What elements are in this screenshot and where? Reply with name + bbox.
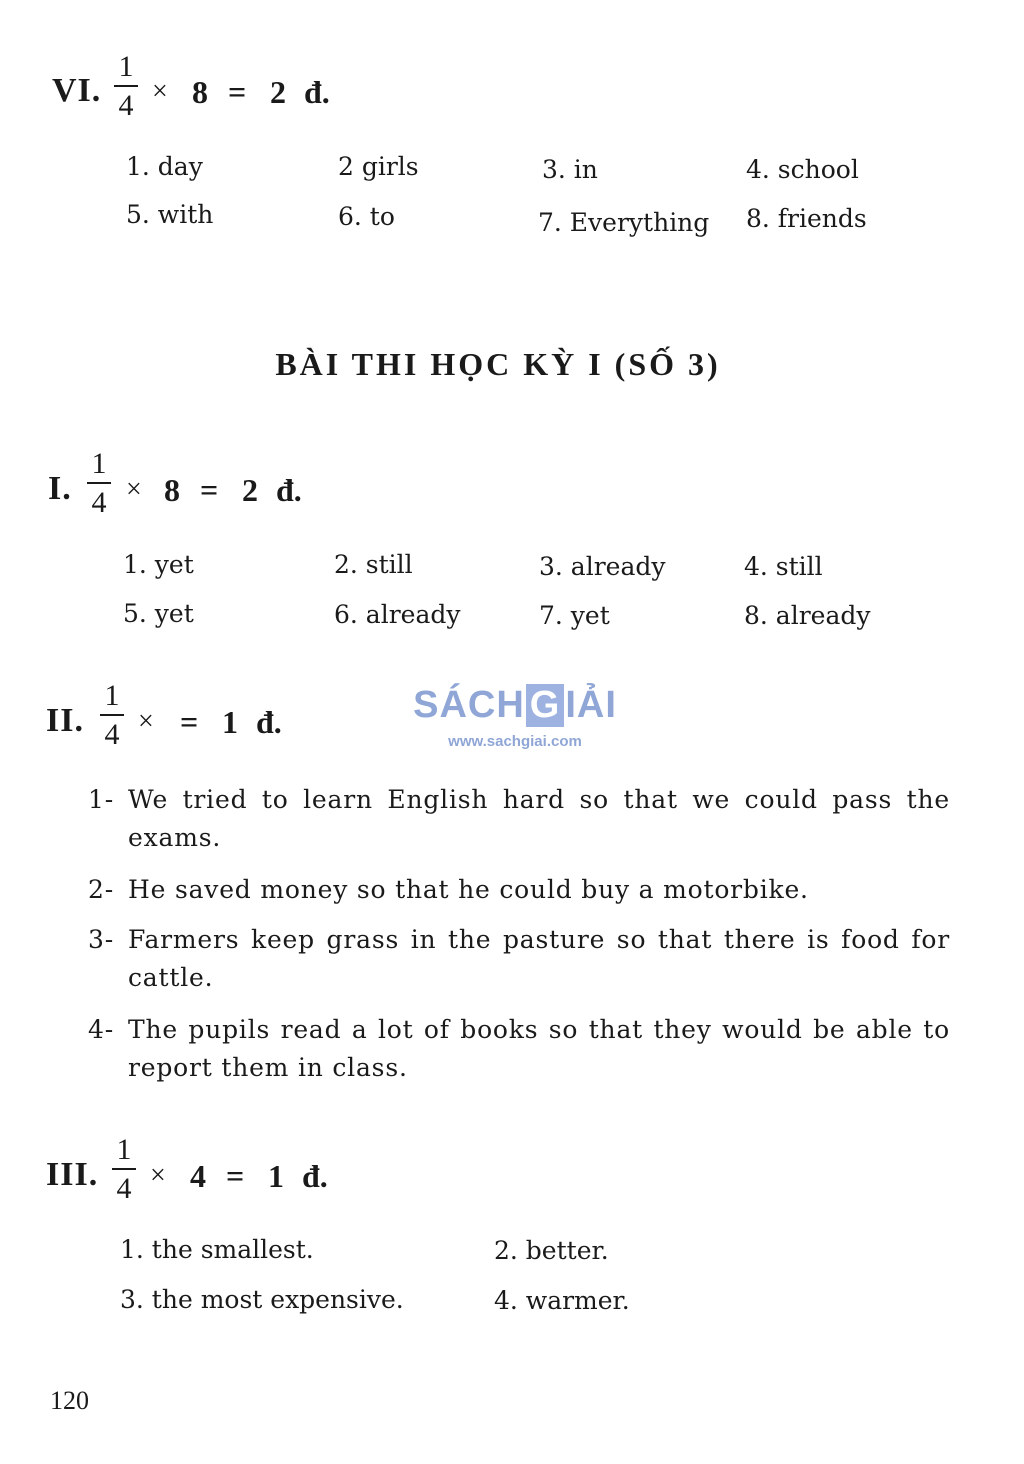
answer-item: 2. better. <box>494 1236 609 1265</box>
fraction-numerator: 1 <box>104 679 120 712</box>
exam-title: BÀI THI HỌC KỲ I (SỐ 3) <box>275 346 721 382</box>
watermark-text: IẢI <box>565 684 617 726</box>
section-iii-fraction <box>112 1135 136 1204</box>
watermark-g-box: G <box>526 684 565 727</box>
section-ii-label: II. <box>46 702 84 739</box>
sentence-number: 2- <box>88 875 114 904</box>
fraction-denominator: 4 <box>91 486 107 519</box>
score-unit: đ. <box>256 704 282 740</box>
answer-item: 3. in <box>542 155 598 184</box>
answer-item: 3. already <box>539 552 666 581</box>
fraction-denominator: 4 <box>116 1172 132 1205</box>
answer-item: 2 girls <box>338 152 419 181</box>
section-vi-label: VI. <box>52 72 102 109</box>
fraction-denominator: 4 <box>104 718 120 751</box>
answer-item: 1. the smallest. <box>120 1235 314 1264</box>
times-sign: × <box>150 1160 166 1191</box>
times-sign: × <box>152 76 168 107</box>
score: 1 <box>222 704 238 740</box>
answer-item: 8. friends <box>746 204 867 233</box>
multiplier: 8 <box>164 472 180 508</box>
answer-item: 6. to <box>338 202 395 231</box>
answer-item: 3. the most expensive. <box>120 1285 404 1314</box>
watermark-url: www.sachgiai.com <box>448 733 582 750</box>
sentence-item <box>88 1011 950 1087</box>
answer-item: 7. Everything <box>538 208 710 237</box>
section-iii-label: III. <box>46 1156 99 1193</box>
score: 1 <box>268 1158 284 1194</box>
multiplier: 4 <box>190 1158 206 1194</box>
fraction-numerator: 1 <box>118 50 134 83</box>
page-number: 120 <box>50 1386 89 1415</box>
answer-item: 5. yet <box>123 599 194 628</box>
watermark-logo <box>410 684 620 750</box>
section-i-fraction <box>87 449 111 518</box>
watermark-text: SÁCH <box>413 684 525 726</box>
answer-item: 1. yet <box>123 550 194 579</box>
section-vi-fraction <box>114 52 138 121</box>
answer-item: 5. with <box>126 200 214 229</box>
equals-sign: = <box>228 74 247 110</box>
answer-item: 2. still <box>334 550 413 579</box>
sentence-item <box>88 921 950 997</box>
sentence-text: Farmers keep grass in the pasture so that there is food for cattle. <box>128 925 950 992</box>
sentence-text: He saved money so that he could buy a motorbike. <box>128 875 809 904</box>
section-ii-fraction <box>100 681 124 750</box>
equals-sign: = <box>226 1158 245 1194</box>
sentence-text: We tried to learn English hard so that we could pass the exams. <box>128 785 950 852</box>
sentence-text: The pupils read a lot of books so that they would be able to report them in class. <box>128 1015 950 1082</box>
fraction-numerator: 1 <box>116 1133 132 1166</box>
score-unit: đ. <box>302 1158 328 1194</box>
times-sign: × <box>126 474 142 505</box>
sentence-number: 4- <box>88 1015 114 1044</box>
score: 2 <box>270 74 286 110</box>
answer-item: 4. still <box>744 552 823 581</box>
equals-sign: = <box>200 472 219 508</box>
answer-item: 4. warmer. <box>494 1286 630 1315</box>
score-unit: đ. <box>304 74 330 110</box>
answer-item: 7. yet <box>539 601 610 630</box>
score: 2 <box>242 472 258 508</box>
answer-item: 1. day <box>126 152 203 181</box>
answer-item: 6. already <box>334 600 461 629</box>
answer-item: 4. school <box>746 155 859 184</box>
multiplier: 8 <box>192 74 208 110</box>
answer-item: 8. already <box>744 601 871 630</box>
sentence-item <box>88 871 950 909</box>
sentence-number: 3- <box>88 925 114 954</box>
equals-sign: = <box>180 704 199 740</box>
sentence-number: 1- <box>88 785 114 814</box>
times-sign: × <box>138 706 154 737</box>
fraction-numerator: 1 <box>91 447 107 480</box>
fraction-denominator: 4 <box>118 89 134 122</box>
score-unit: đ. <box>276 472 302 508</box>
sentence-item <box>88 781 950 857</box>
section-i-label: I. <box>48 470 72 507</box>
